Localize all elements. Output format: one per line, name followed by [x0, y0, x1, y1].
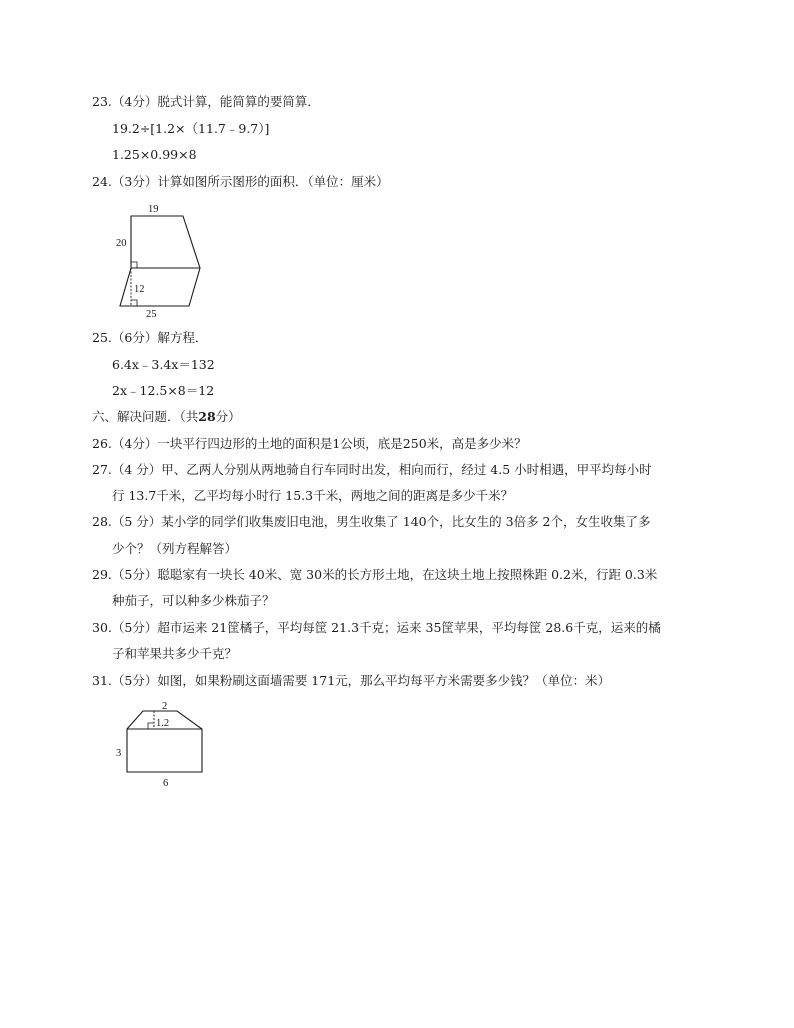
q24-label-top: 19 — [148, 204, 159, 215]
q31-label-left: 3 — [116, 748, 122, 759]
q31-title: 31.（5分）如图，如果粉刷这面墙需要 171元，那么平均每平方米需要多少钱？（单位：米） — [92, 673, 611, 688]
q27-line-1: 27.（4 分）甲、乙两人分别从两地骑自行车同时出发，相向而行，经过 4.5 小时相遇，甲平均每小时 — [92, 462, 652, 477]
q25-equation-1: 6.4x﹣3.4x＝132 — [112, 357, 215, 372]
q24-shape-outline — [120, 216, 200, 306]
q29-line-2: 种茄子，可以种多少株茄子？ — [112, 593, 275, 608]
q28-line-1: 28.（5 分）某小学的同学们收集废旧电池，男生收集了 140个，比女生的 3倍多 2个，女生收集了多 — [92, 514, 651, 529]
q31-figure — [110, 698, 225, 794]
q31-label-height: 1.2 — [156, 718, 170, 729]
q24-title: 24.（3分）计算如图所示图形的面积．（单位：厘米） — [92, 174, 389, 189]
q31-label-top: 2 — [162, 701, 168, 712]
q28-line-2: 少个？（列方程解答） — [112, 541, 238, 556]
q24-right-angle-mark-1 — [131, 262, 137, 268]
q23-title: 23.（4分）脱式计算，能简算的要简算． — [92, 94, 320, 109]
q31-right-angle-mark — [148, 723, 154, 729]
q24-figure — [110, 198, 210, 324]
q23-expression-1: 19.2÷[1.2×（11.7﹣9.7）] — [112, 121, 270, 136]
q29-line-1: 29.（5分）聪聪家有一块长 40米、宽 30米的长方形土地，在这块土地上按照株距 0.2米，行距 0.3米 — [92, 567, 658, 582]
q24-label-bottom: 25 — [146, 309, 157, 320]
q25-title: 25.（6分）解方程． — [92, 330, 208, 345]
q25-equation-2: 2x﹣12.5×8＝12 — [112, 383, 215, 398]
q24-label-height: 12 — [134, 284, 145, 295]
q23-expression-2: 1.25×0.99×8 — [112, 147, 197, 162]
q31-label-bottom: 6 — [163, 778, 169, 789]
q30-line-2: 子和苹果共多少千克？ — [112, 646, 238, 661]
q27-line-2: 行 13.7千米，乙平均每小时行 15.3千米，两地之间的距离是多少千米？ — [112, 488, 514, 503]
q26-text: 26.（4分）一块平行四边形的土地的面积是1公顷，底是250米，高是多少米？ — [92, 436, 527, 451]
q30-line-1: 30.（5分）超市运来 21筐橘子，平均每筐 21.3千克；运来 35筐苹果，平均每筐 28.6千克，运来的橘 — [92, 620, 661, 635]
q24-label-left: 20 — [116, 238, 127, 249]
q24-right-angle-mark-2 — [131, 300, 137, 306]
section-6-heading: 六、解决问题．（共28分） — [92, 409, 241, 424]
